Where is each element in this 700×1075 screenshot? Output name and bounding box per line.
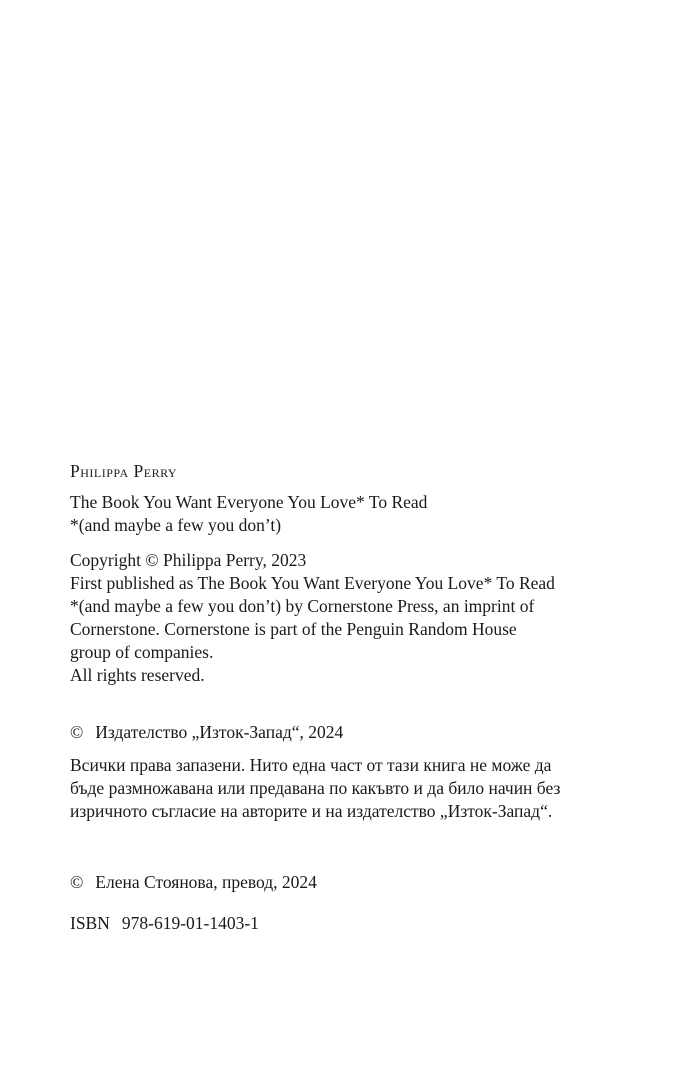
rights-notice-line: изричното съгласие на авторите и на издателство „Изток-Запад“. [70, 801, 553, 821]
isbn-label: ISBN [70, 913, 110, 933]
rights-notice [70, 754, 622, 823]
rights-notice-line: Всички права запазени. Нито една част от тази книга не може да [70, 755, 552, 775]
copyright-line: Copyright © Philippa Perry, 2023 [70, 550, 307, 570]
isbn-line [70, 912, 622, 935]
publisher-copyright [70, 721, 622, 744]
first-published-line: *(and maybe a few you don’t) by Cornerstone Press, an imprint of [70, 596, 535, 616]
first-published-line: group of companies. [70, 642, 214, 662]
rights-notice-line: бъде размножавана или предавана по какъвто и да било начин без [70, 778, 561, 798]
copyright-symbol: © [70, 722, 84, 742]
english-copyright-block [70, 549, 622, 687]
all-rights-line: All rights reserved. [70, 665, 205, 685]
title-line: The Book You Want Everyone You Love* To Read [70, 492, 428, 512]
first-published-line: First published as The Book You Want Everyone You Love* To Read [70, 573, 555, 593]
translator-copyright [70, 871, 622, 894]
subtitle-line: *(and maybe a few you don’t) [70, 515, 282, 535]
author-name: Philippa Perry [70, 461, 178, 481]
copyright-symbol: © [70, 872, 84, 892]
isbn-value: 978-619-01-1403-1 [121, 913, 259, 933]
copyright-page [70, 460, 622, 935]
translator-copyright-text: Елена Стоянова, превод, 2024 [95, 872, 317, 892]
first-published-line: Cornerstone. Cornerstone is part of the Penguin Random House [70, 619, 517, 639]
publisher-copyright-text: Издателство „Изток-Запад“, 2024 [95, 722, 344, 742]
book-title [70, 491, 622, 537]
